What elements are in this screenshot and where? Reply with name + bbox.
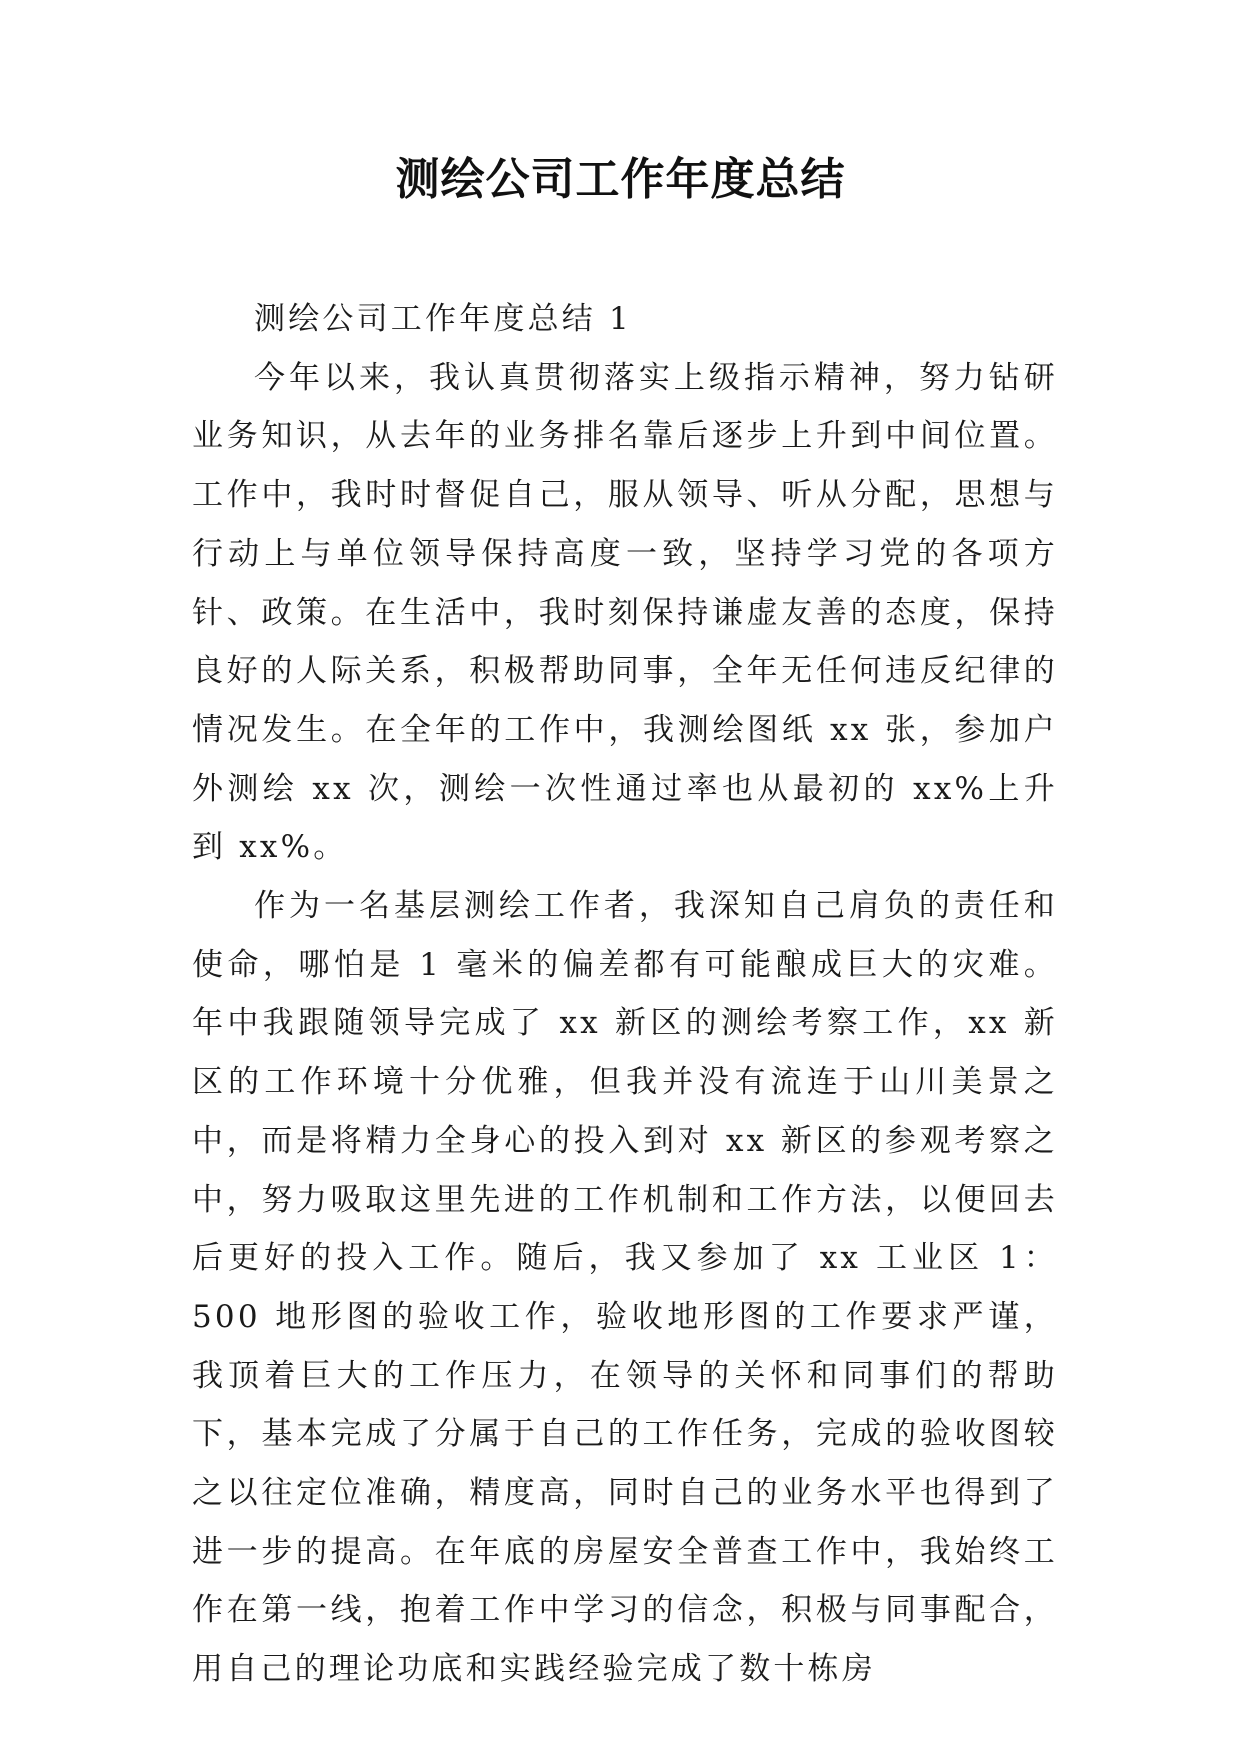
paragraph-1: 今年以来，我认真贯彻落实上级指示精神，努力钻研业务知识，从去年的业务排名靠后逐步上升到中间位置。工作中，我时时督促自己，服从领导、听从分配，思想与行动上与单位领导保持高度一致，坚持学习党的各项方针、政策。在生活中，我时刻保持谦虚友善的态度，保持良好的人际关系，积极帮助同事，全年无任何违反纪律的情况发生。在全年的工作中，我测绘图纸 xx 张，参加户外测绘 xx 次，测绘一次性通过率也从最初的 xx%上升到 xx%。 <box>192 359 1058 866</box>
document-title: 测绘公司工作年度总结 <box>395 154 846 205</box>
document-body <box>192 290 1058 1699</box>
section-heading: 测绘公司工作年度总结 1 <box>254 301 632 337</box>
paragraph-2: 作为一名基层测绘工作者，我深知自己肩负的责任和使命，哪怕是 1 毫米的偏差都有可能酿成巨大的灾难。年中我跟随领导完成了 xx 新区的测绘考察工作，xx 新区的工作环境十分优雅，但我并没有流连于山川美景之中，而是将精力全身心的投入到对 xx 新区的参观考察之中，努力吸取这里先进的工作机制和工作方法，以便回去后更好的投入工作。随后，我又参加了 xx 工业区 1：500 地形图的验收工作，验收地形图的工作要求严谨，我顶着巨大的工作压力，在领导的关怀和同事们的帮助下，基本完成了分属于自己的工作任务，完成的验收图较之以往定位准确，精度高，同时自己的业务水平也得到了进一步的提高。在年底的房屋安全普查工作中，我始终工作在第一线，抱着工作中学习的信念，积极与同事配合，用自己的理论功底和实践经验完成了数十栋房 <box>192 888 1058 1688</box>
